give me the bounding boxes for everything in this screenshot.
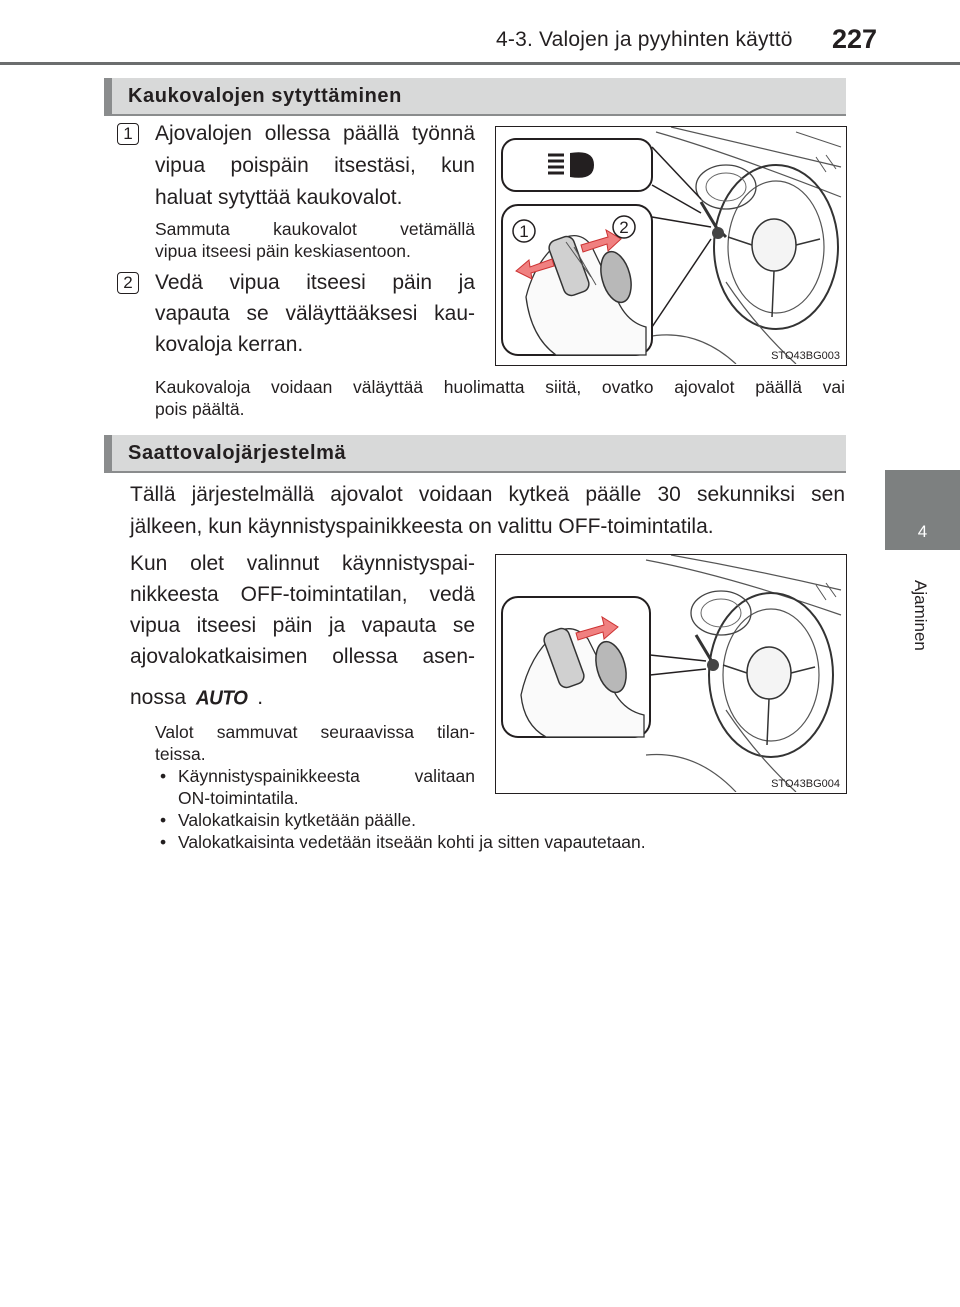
step1-line: vipua poispäin itsestäsi, kun [155,154,475,177]
section2-note [155,721,475,765]
bullet-line: Valokatkaisinta vedetään itseään kohti ja sitten vapautetaan. [178,832,646,852]
auto-symbol: AUTO [195,687,248,710]
figure-follow-me-home-lever [495,554,847,794]
note-line: Valot sammuvat seuraavissa tilan- [155,722,475,742]
section-heading-high-beam [104,78,846,116]
para-line: ajovalokatkaisimen ollessa asen- [130,645,475,668]
figure-headlight-lever [495,126,847,366]
step1-line: haluat sytyttää kaukovalot. [155,186,403,209]
note-line: teissa. [155,744,206,764]
figure-illustration [496,127,845,364]
list-item: • Valokatkaisin kytketään päälle. [160,809,860,831]
flash-note [155,376,845,420]
intro-line: jälkeen, kun käynnistyspainikkeesta on valittu OFF-toimintatila. [130,515,714,538]
flash-note-line: pois päältä. [155,399,245,419]
chapter-number: 4 [917,522,928,541]
step1-note-line: Sammuta kaukovalot vetämällä [155,219,475,239]
section2-paragraph [130,548,475,714]
step-number-2: 2 [117,272,139,294]
para-last-text: nossa [130,686,187,709]
chapter-tab [885,470,960,1190]
list-item: • Käynnistyspainikkeesta valitaan ON-toimintatila. [160,766,475,808]
chapter-label [908,580,936,710]
bullet-list [160,765,860,853]
step2-line: Vedä vipua itseesi päin ja [155,271,475,294]
list-item: • Valokatkaisinta vedetään itseään kohti ja sitten vapautetaan. [160,831,860,853]
step2-line: vapauta se väläyttääksesi kau- [155,302,475,325]
step-number-1: 1 [117,123,139,145]
page-number: 227 [832,24,878,54]
step1-line: Ajovalojen ollessa päällä työnnä [155,122,475,145]
section-heading-follow-me-home [104,435,846,473]
figure-id: STO43BG004 [771,778,840,790]
section2-intro [130,479,845,543]
para-line: Kun olet valinnut käynnistyspai- [130,552,475,575]
figure-id: STO43BG003 [771,350,840,362]
para-end: . [257,686,264,709]
flash-note-line: Kaukovaloja voidaan väläyttää huolimatta siitä, ovatko ajovalot päällä vai [155,377,845,397]
bullet-line: ON-toimintatila. [178,788,299,808]
header-rule [0,62,960,65]
chapter-tab-block [885,470,960,550]
chapter-label-text: Ajaminen [911,580,930,651]
step1-note [155,218,475,262]
step1-text [155,118,475,214]
bullet-line: Valokatkaisin kytketään päälle. [178,810,417,830]
step2-line: kovaloja kerran. [155,333,304,356]
bullet-line: Käynnistyspainikkeesta valitaan [178,766,475,786]
step1-note-line: vipua itseesi päin keskiasentoon. [155,241,411,261]
para-line: nikkeesta OFF-toimintatilan, vedä [130,583,475,606]
section-heading-text: Saattovalojärjestelmä [128,442,347,464]
callout-2: 2 [619,218,629,237]
step2-text [155,267,475,360]
intro-line: Tällä järjestelmällä ajovalot voidaan kytkeä päälle 30 sekunniksi sen [130,483,845,506]
section-heading-text: Kaukovalojen sytyttäminen [128,85,402,107]
callout-1: 1 [519,222,529,241]
para-last-line [130,682,475,714]
para-line: vipua itseesi päin ja vapauta se [130,614,475,637]
running-header-title: 4-3. Valojen ja pyyhinten käyttö [496,28,793,51]
figure-illustration [496,555,845,792]
